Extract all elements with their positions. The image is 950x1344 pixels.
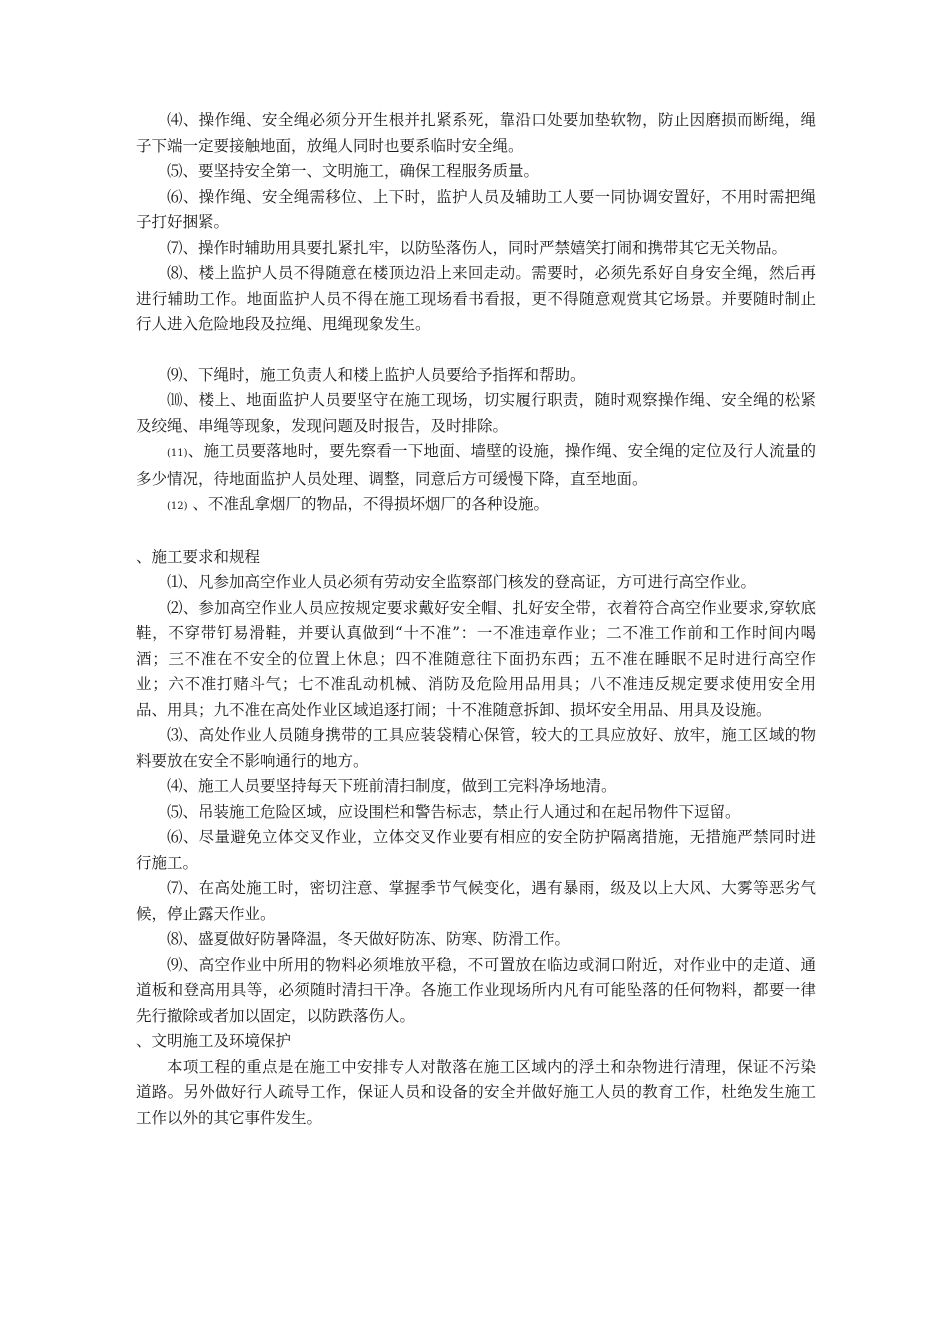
requirement-item-5: ⑸、吊装施工危险区域，应设围栏和警告标志，禁止行人通过和在起吊物件下逗留。 — [167, 802, 741, 821]
item-marker-12: (12) — [167, 501, 188, 512]
rule-item-4: ⑷、操作绳、安全绳必须分开生根并扎紧系死，靠沿口处要加垫软物，防止因磨损而断绳，绳子下端一定要接触地面，放绳人同时也要系临时安全绳。 — [136, 111, 816, 155]
requirement-item-2: ⑵、参加高空作业人员应按规定要求戴好安全帽、扎好安全带，衣着符合高空作业要求,穿软底鞋，不穿带钉易滑鞋，并要认真做到“十不准”：一不准违章作业；二不准工作前和工作时间内喝酒；三不准在不安全的位置上休息；四不准随意往下面扔东西；五不准在睡眠不足时进行高空作业；六不准打赌斗气；七不准乱动机械、消防及危险用品用具；八不准违反规定要求使用安全用品、用具；九不准在高处作业区域追逐打闹；十不准随意拆卸、损坏安全用品、用具及设施。 — [136, 598, 816, 719]
rule-item-7: ⑺、操作时辅助用具要扎紧扎牢，以防坠落伤人，同时严禁嬉笑打闹和携带其它无关物品。 — [167, 238, 788, 257]
section-heading-construction-rules: 、施工要求和规程 — [136, 547, 261, 566]
requirement-item-8: ⑻、盛夏做好防暑降温，冬天做好防冻、防寒、防滑工作。 — [167, 930, 571, 948]
rule-item-10: ⑽、楼上、地面监护人员要坚守在施工现场，切实履行职责，随时观察操作绳、安全绳的松紧及绞绳、串绳等现象，发现问题及时报告，及时排除。 — [136, 391, 816, 435]
requirement-item-7: ⑺、在高处施工时，密切注意、掌握季节气候变化，遇有暴雨，级及以上大风、大雾等恶劣气候，停止露天作业。 — [136, 879, 816, 923]
requirement-item-6: ⑹、尽量避免立体交叉作业，立体交叉作业要有相应的安全防护隔离措施，无措施严禁同时进行施工。 — [136, 828, 816, 872]
requirement-item-3: ⑶、高处作业人员随身携带的工具应装袋精心保管，较大的工具应放好、放牢，施工区域的物料要放在安全不影响通行的地方。 — [136, 726, 816, 770]
rule-item-12-text: 、不准乱拿烟厂的物品，不得损坏烟厂的各种设施。 — [192, 495, 549, 513]
rule-item-11 — [136, 439, 816, 492]
section-heading-civilized-construction: 、文明施工及环境保护 — [136, 1032, 292, 1050]
rule-item-12 — [136, 492, 816, 520]
requirement-item-4: ⑷、施工人员要坚持每天下班前清扫制度，做到工完料净场地清。 — [167, 777, 617, 795]
environment-body: 本项工程的重点是在施工中安排专人对散落在施工区域内的浮土和杂物进行清理，保证不污染道路。另外做好行人疏导工作，保证人员和设备的安全并做好施工人员的教育工作，杜绝发生施工工作以外的其它事件发生。 — [136, 1057, 816, 1127]
rule-item-5: ⑸、要坚持安全第一、文明施工，确保工程服务质量。 — [167, 162, 540, 180]
requirement-item-1: ⑴、凡参加高空作业人员必须有劳动安全监察部门核发的登高证，方可进行高空作业。 — [167, 573, 757, 591]
document-page — [136, 108, 816, 1131]
rule-item-8: ⑻、楼上监护人员不得随意在楼顶边沿上来回走动。需要时，必须先系好自身安全绳，然后再进行辅助工作。地面监护人员不得在施工现场看书看报，更不得随意观赏其它场景。并要随时制止行人进入危险地段及拉绳、甩绳现象发生。 — [136, 264, 816, 333]
rule-item-9: ⑼、下绳时，施工负责人和楼上监护人员要给予指挥和帮助。 — [167, 365, 586, 384]
rule-item-6: ⑹、操作绳、安全绳需移位、上下时，监护人员及辅助工人要一同协调安置好，不用时需把绳子打好捆紧。 — [136, 187, 816, 231]
requirement-item-9: ⑼、高空作业中所用的物料必须堆放平稳，不可置放在临边或洞口附近，对作业中的走道、通道板和登高用具等，必须随时清扫干净。各施工作业现场所内凡有可能坠落的任何物料，都要一律先行撤除或者加以固定，以防跌落伤人。 — [136, 955, 816, 1025]
rule-item-11-text: 、施工员要落地时，要先察看一下地面、墙壁的设施，操作绳、安全绳的定位及行人流量的多少情况，待地面监护人员处理、调整，同意后方可缓慢下降，直至地面。 — [136, 442, 816, 488]
item-marker-11: (11) — [167, 448, 188, 459]
